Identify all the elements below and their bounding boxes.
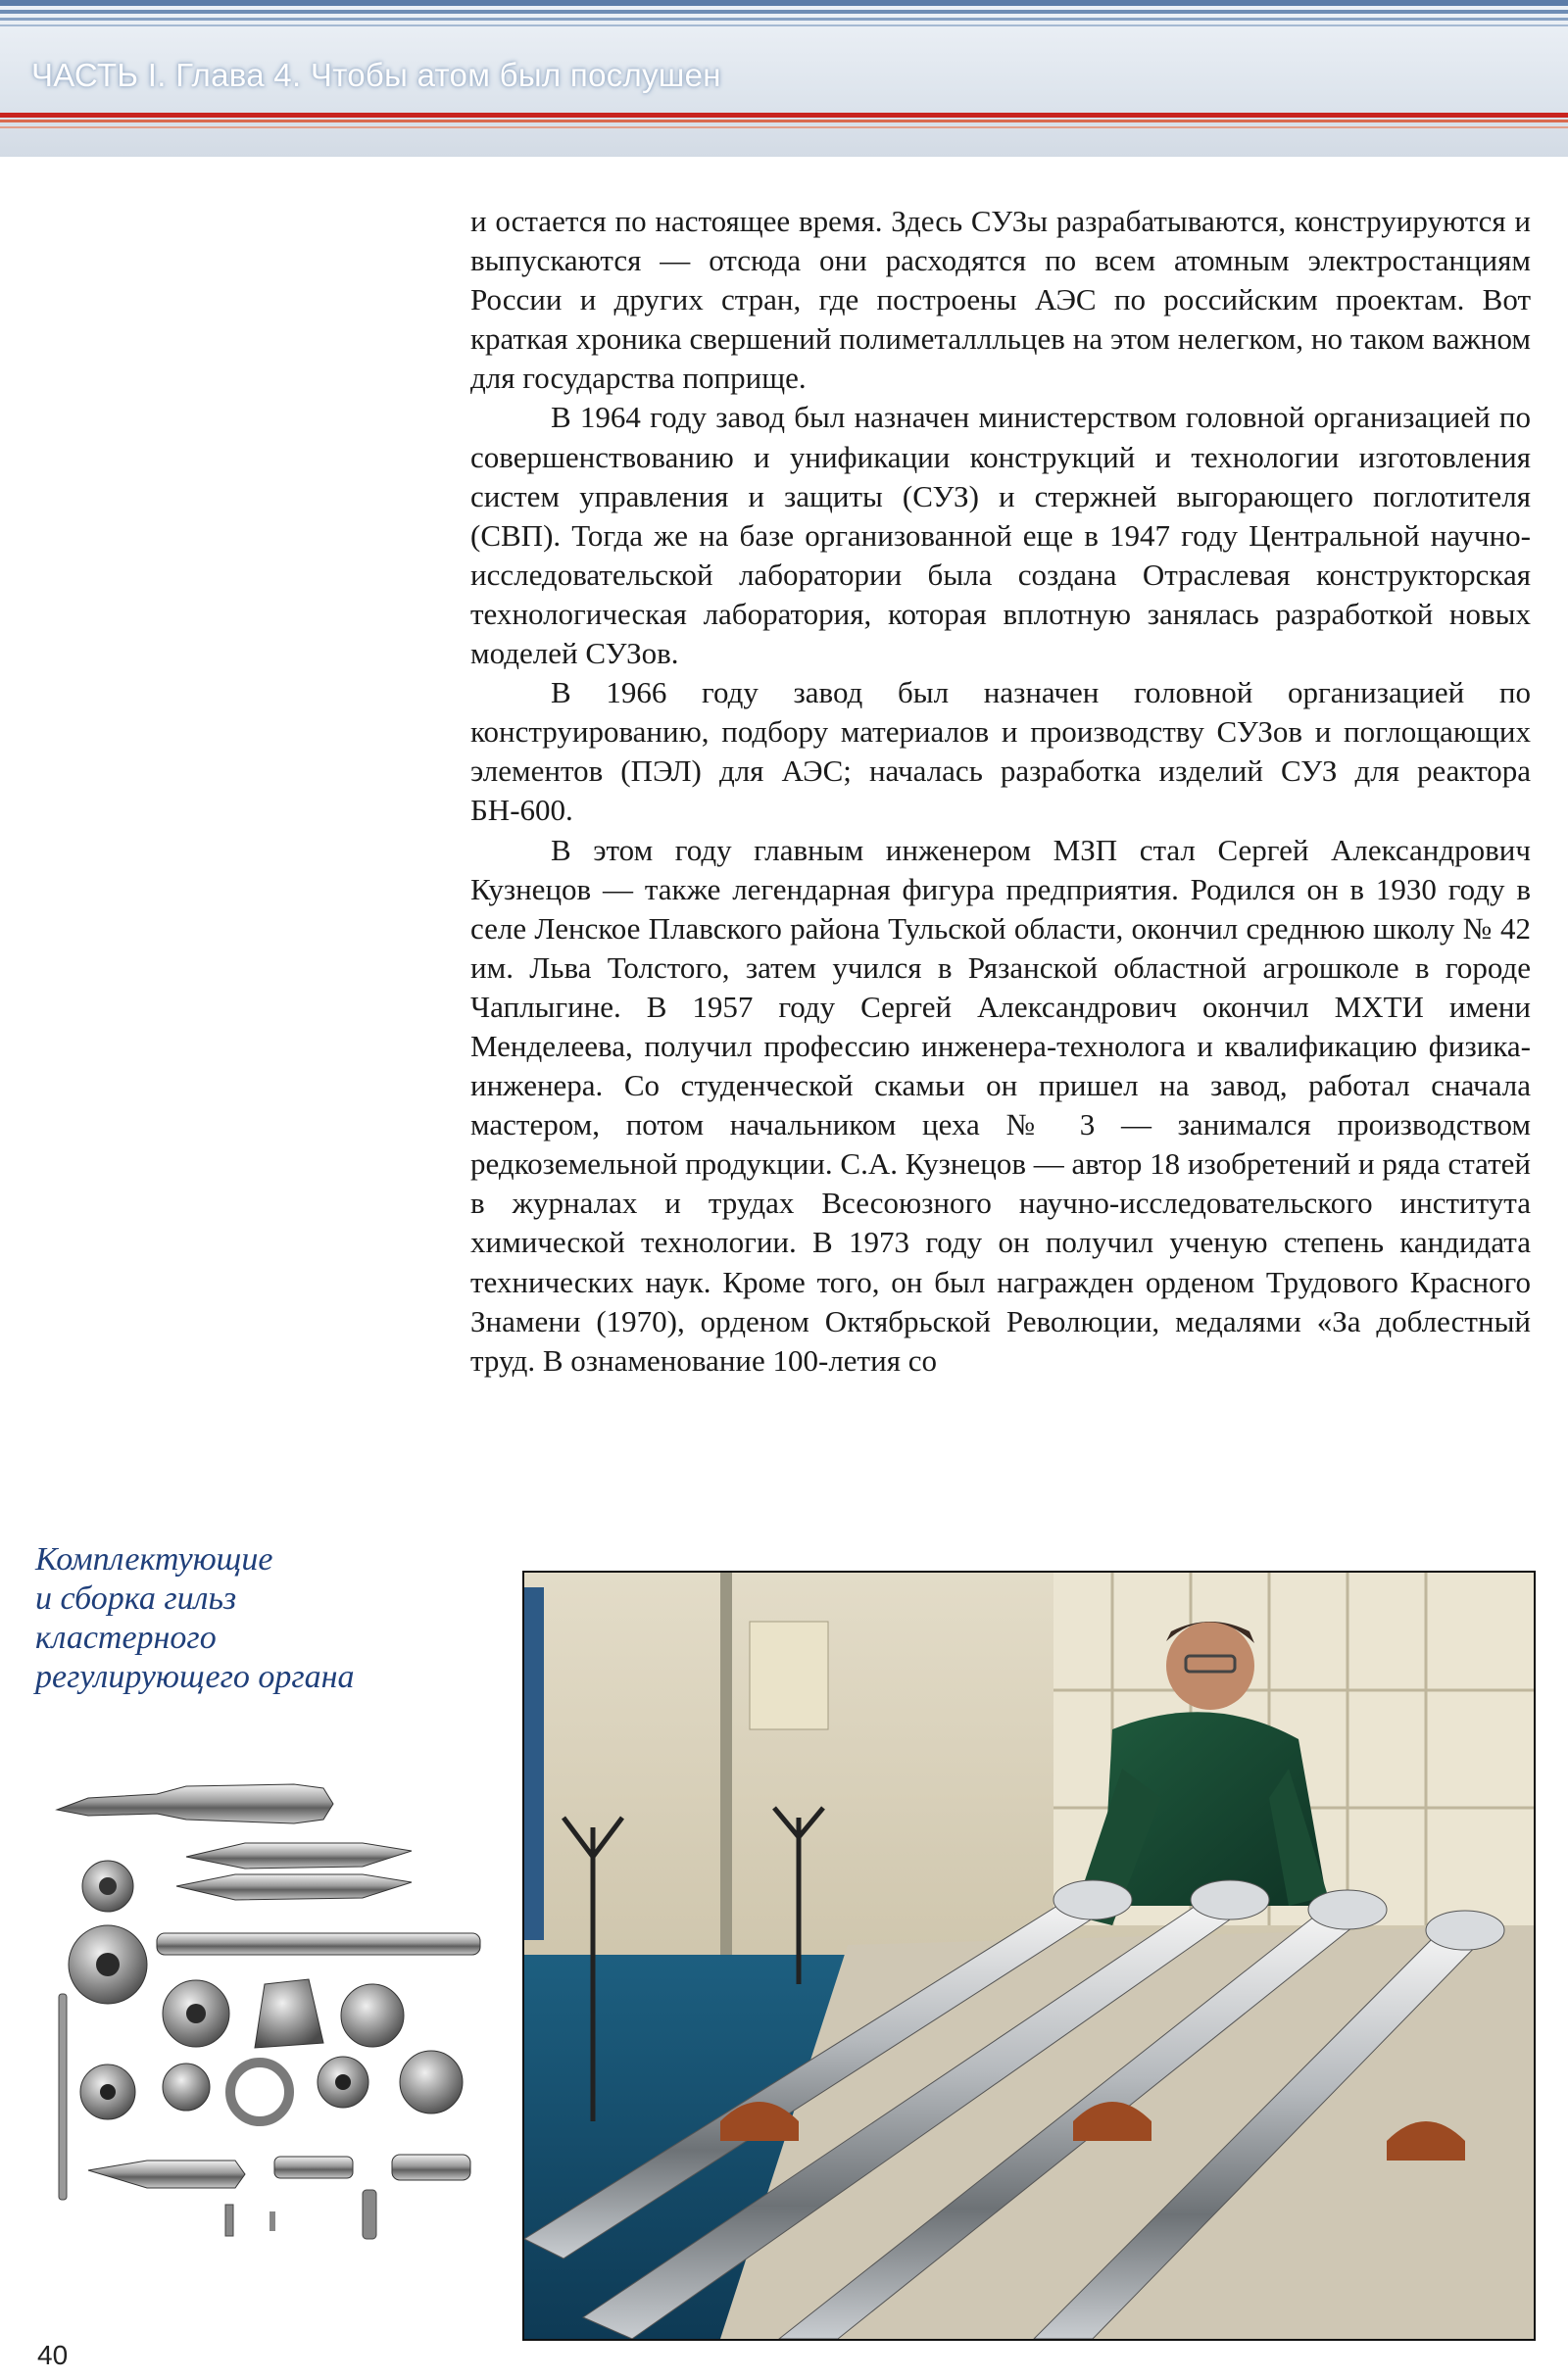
header-stripe [0,0,1568,6]
part-rod [157,1933,480,1955]
header-red-line [0,126,1568,128]
caption-line: и сборка гильз [35,1580,237,1617]
header-red-line [0,113,1568,118]
running-header [0,0,1568,157]
paragraph: В 1964 году завод был назначен министерством головной организацией по совершенствованию и унификации конструкций и технологии изготовления систем управления и защиты (СУЗ) и стержней выгорающего поглотителя (СВП). Тогда же на базе организованной еще в 1947 году Центральной научно-исследовательской лаборатории была создана Отраслевая конструкторская технологическая лаборатория, которая вплотную занялась разработкой новых моделей СУЗов. [470,400,1531,671]
wall-pipe [524,1587,544,1940]
workshop-photo-illustration [524,1573,1534,2339]
electrical-box [750,1622,828,1729]
header-stripe [0,24,1568,26]
wall-pipe [720,1573,732,1965]
paragraph: В этом году главным инженером МЗП стал Сергей Александрович Кузнецов — также легендарная фигура предприятия. Родился он в 1930 году в селе Ленское Плавского района Тульской области, окончил среднюю школу № 42 им. Льва Толстого, затем учился в Рязанской областной агрошколе в городе Чаплыгине. В 1957 году Сергей Александрович окончил МХТИ имени Менделеева, получил профессию инженера-технолога и квалификацию физика-инженера. Со студенческой скамьи он пришел на завод, работал сначала мастером, потом начальником цеха № 3 — занимался производством редкоземельной продукции. С.А. Кузнецов — автор 18 изобретений и ряда статей в журналах и трудах Всесоюзного научно-исследовательского института химической технологии. В 1973 году он получил ученую степень кандидата технических наук. Кроме того, он был награжден орденом Трудового Красного Знамени (1970), орденом Октябрьской Революции, медалями «За доблестный труд. В ознаменование 100-летия со [470,832,1531,1378]
page-number: 40 [37,2340,69,2370]
header-red-line [0,120,1568,122]
part-tip [176,1843,412,1900]
workshop-photo [522,1571,1536,2341]
header-stripe [0,18,1568,21]
caption-line: Комплектующие [35,1541,273,1578]
caption-line: кластерного [35,1620,217,1656]
body-text [470,202,1531,1381]
header-stripe [0,10,1568,14]
parts-photo [39,1759,500,2259]
figure-caption [35,1540,447,1697]
paragraph: В 1966 году завод был назначен головной организацией по конструированию, подбору материалов и производству СУЗов и поглощающих элементов (ПЭЛ) для АЭС; началась разработка изделий СУЗ для реактора БН-600. [470,675,1531,828]
part-shaft [57,1784,333,1823]
paragraph: и остается по настоящее время. Здесь СУЗы разрабатываются, конструируются и выпускаются — отсюда они расходятся по всем атомным электростанциям России и других стран, где построены АЭС по российским проектам. Вот краткая хроника свершений полиметаллльцев на этом нелегком, но таком важном для государства поприще. [470,204,1531,396]
caption-line: регулирующего органа [35,1659,355,1695]
running-title: ЧАСТЬ I. Глава 4. Чтобы атом был послушен [31,57,721,93]
